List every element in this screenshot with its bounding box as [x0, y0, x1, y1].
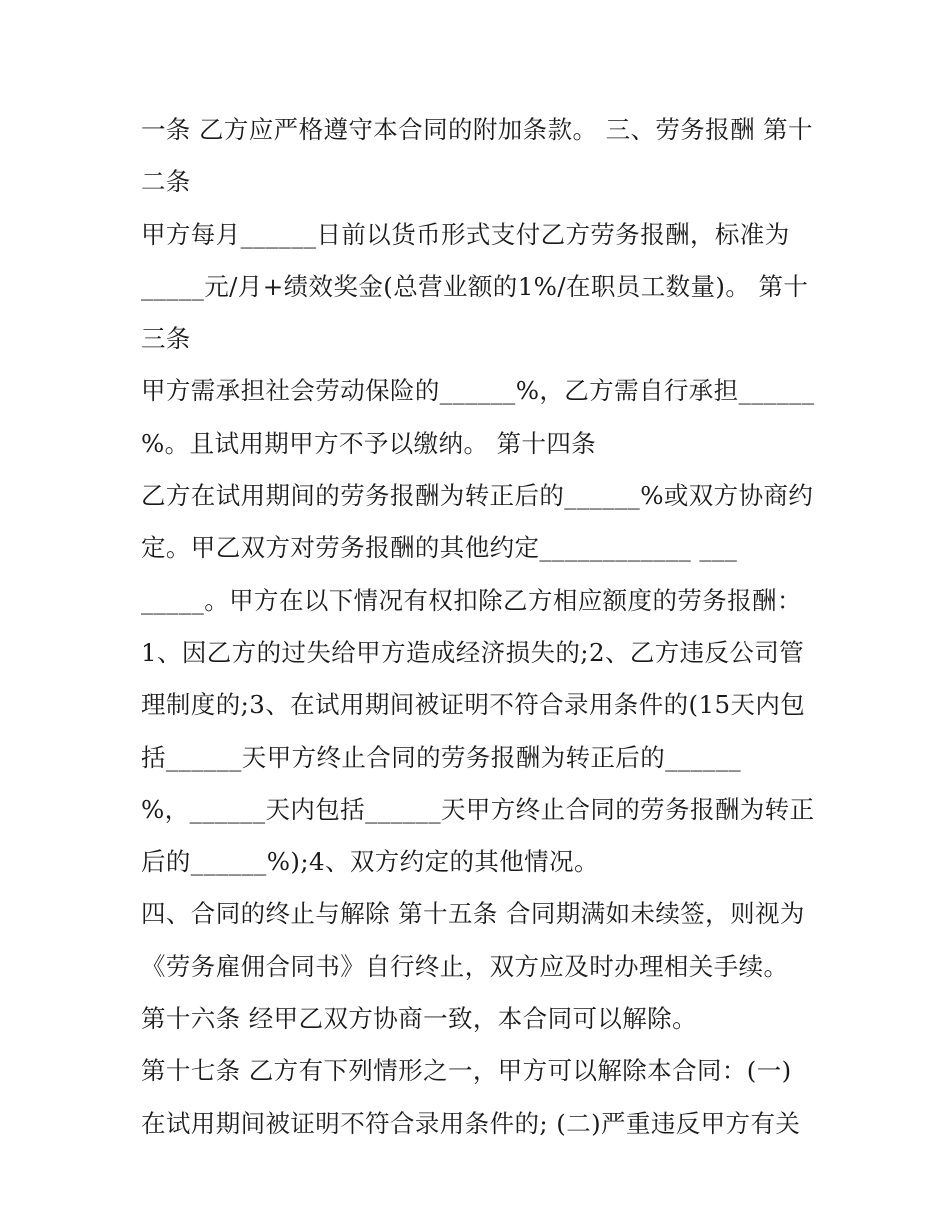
text-line: 三条	[141, 324, 191, 354]
text-line: 甲方每月______日前以货币形式支付乙方劳务报酬，标准为	[141, 219, 790, 249]
text-line: 理制度的;3、在试用期间被证明不符合录用条件的(15天内包	[141, 690, 806, 720]
text-line: 一条 乙方应严格遵守本合同的附加条款。 三、劳务报酬 第十	[141, 115, 813, 144]
text-line: 括______天甲方终止合同的劳务报酬为转正后的______	[141, 742, 741, 772]
text-line: 定。甲乙双方对劳务报酬的其他约定____________ ___	[141, 533, 738, 563]
text-line: _____。甲方在以下情况有权扣除乙方相应额度的劳务报酬：	[141, 585, 802, 615]
text-line: 四、合同的终止与解除 第十五条 合同期满如未续签，则视为	[141, 899, 805, 929]
text-line: %，______天内包括______天甲方终止合同的劳务报酬为转正	[141, 794, 815, 824]
text-line: 1、因乙方的过失给甲方造成经济损失的;2、乙方违反公司管	[141, 637, 805, 667]
text-line: 在试用期间被证明不符合录用条件的; (二)严重违反甲方有关	[141, 1108, 801, 1138]
text-line: %。且试用期甲方不予以缴纳。 第十四条	[141, 428, 597, 458]
text-line: 乙方在试用期间的劳务报酬为转正后的______%或双方协商约	[141, 481, 814, 511]
text-line: 第十七条 乙方有下列情形之一，甲方可以解除本合同：(一)	[141, 1056, 792, 1086]
text-line: 后的______%);4、双方约定的其他情况。	[141, 847, 599, 877]
text-line: 第十六条 经甲乙双方协商一致，本合同可以解除。	[141, 1004, 697, 1034]
text-line: _____元/月+绩效奖金(总营业额的1%/在职员工数量)。 第十	[141, 271, 809, 301]
contract-text-body	[141, 104, 821, 1150]
text-line: 甲方需承担社会劳动保险的______%，乙方需自行承担______	[141, 376, 815, 406]
text-line: 二条	[141, 167, 191, 197]
text-line: 《劳务雇佣合同书》自行终止，双方应及时办理相关手续。	[141, 951, 789, 981]
